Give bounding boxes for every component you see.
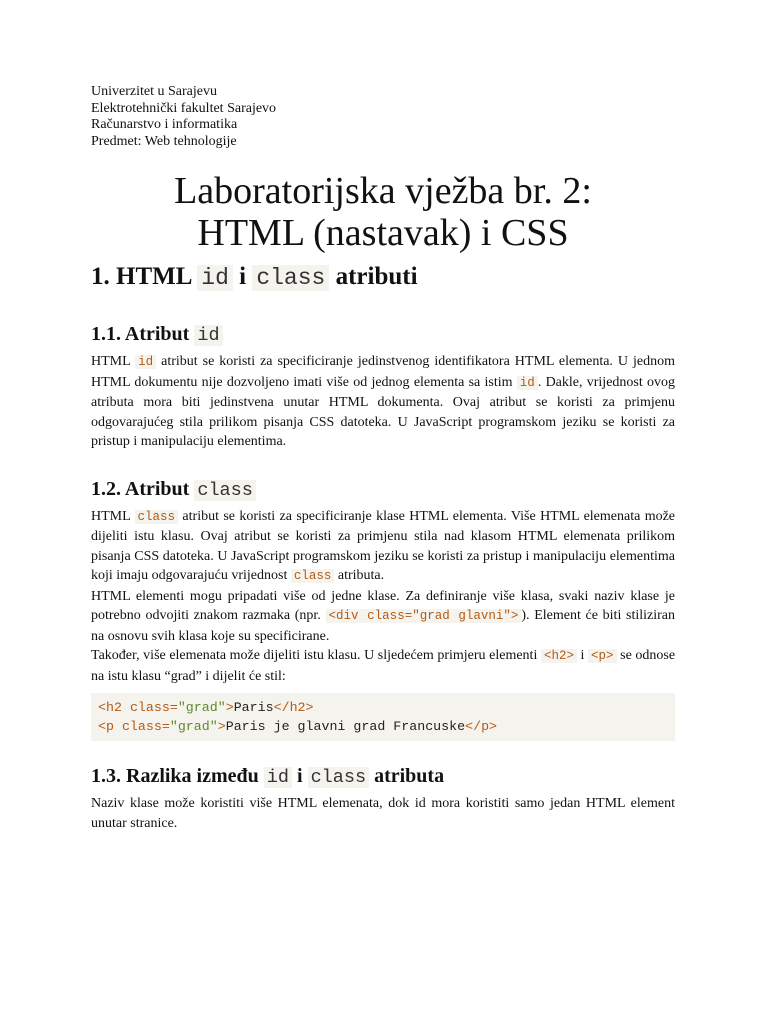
inline-code: id [517,376,538,390]
code-token: Paris [233,700,274,715]
heading-text: atributi [335,263,418,290]
paragraph-text: atribut se koristi za specificiranje jedinstvenog identifikatora HTML elementa. U jednom HTML dokumentu nije dozvoljeno imati više od jednog elementa sa istim [91,354,676,390]
header-faculty: Elektrotehnički fakultet Sarajevo [91,100,277,116]
paragraph-text: HTML [91,508,131,524]
code-token: Paris je glavni grad Francuske [225,719,466,734]
heading-code-class: class [194,480,256,501]
heading-code-id: id [194,325,222,346]
paragraph-text: . Dakle, vrijednost ovog atributa mora biti jedinstvena unutar HTML dokumenta. Ovaj atribut se koristi za primjenu odgovarajućeg stila prilikom pisanja CSS datoteka. U JavaScript programskom jeziku se koristi za pristup i manipulaciju elementima. [91,374,676,449]
inline-code: id [135,355,156,369]
code-token: <h2 [98,700,122,715]
paragraph-class-attribute [91,507,675,587]
heading-text: 1.3. Razlika između [91,765,259,787]
heading-code-class: class [252,265,329,291]
code-token: > [225,700,234,715]
heading-text: i [239,263,247,290]
code-token: </h2> [273,700,314,715]
heading-text: 1.1. Atribut [91,323,190,345]
inline-code: <h2> [541,649,577,663]
paragraph-text: ). Element će biti stiliziran na osnovu svih klasa koje su specificirane. [91,608,675,644]
paragraph-text: atribut se koristi za specificiranje klase HTML elementa. Više HTML elemenata može dijeliti istu klasu. Ovaj atribut se koristi za primjenu stila nad klasom HTML elemenata prilikom pisanja CSS datoteka. U JavaScript programskom jeziku se koristi za pristup i manipulaciju elementima koji imaju odgovarajuću vrijednost [91,508,676,583]
title-line-2: HTML (nastavak) i CSS [197,212,569,254]
document-title [91,170,675,254]
heading-text: 1.2. Atribut [91,477,190,500]
inline-code: class [291,569,335,583]
title-line-1: Laboratorijska vježba br. 2: [174,170,592,212]
code-token: "grad" [177,700,226,715]
inline-code: <p> [588,649,617,663]
subsection-1-3-heading [91,763,675,791]
paragraph-shared-class [91,646,675,686]
header-department: Računarstvo i informatika [91,117,238,132]
code-token: class= [129,700,178,715]
paragraph-text: HTML elementi mogu pripadati više od jedne klase. Za definiranje više klasa, svaki naziv klase je potrebno odvojiti znakom razmaka (npr. [91,588,675,623]
paragraph-text: se odnose na istu klasu “grad” i dijelit će stil: [91,648,676,684]
code-token: </p> [465,719,498,734]
code-example-block [91,693,675,741]
heading-code-id: id [197,265,233,291]
code-token: class= [121,719,170,734]
inline-code: <div class="grad glavni"> [326,609,522,623]
paragraph-difference: Naziv klase može koristiti više HTML elemenata, dok id mora koristiti samo jedan HTML element unutar stranice. [91,796,675,831]
code-token: "grad" [169,719,218,734]
document-content [91,84,675,833]
header-subject: Predmet: Web tehnologije [91,133,237,149]
code-token: > [217,719,226,734]
institution-header [91,84,675,150]
paragraph-text: Također, više elemenata može dijeliti istu klasu. U sljedećem primjeru elementi [91,648,538,663]
subsection-1-2-heading [91,476,675,504]
heading-text: i [297,765,303,787]
subsection-1-1-heading [91,321,675,349]
code-line-1 [98,698,668,717]
heading-text: 1. HTML [91,263,192,290]
section-1-heading [91,260,675,295]
heading-code-id: id [264,767,292,788]
paragraph-text: atributa. [337,568,385,583]
paragraph-text: HTML [91,354,131,369]
inline-code: class [135,510,179,524]
paragraph-text: i [580,648,585,663]
heading-text: atributa [374,765,445,787]
heading-code-class: class [308,767,370,788]
paragraph-multiple-classes [91,587,675,647]
paragraph-id-attribute [91,352,675,452]
code-token: <p [98,719,114,734]
code-line-2 [98,717,668,736]
header-university: Univerzitet u Sarajevu [91,84,217,99]
